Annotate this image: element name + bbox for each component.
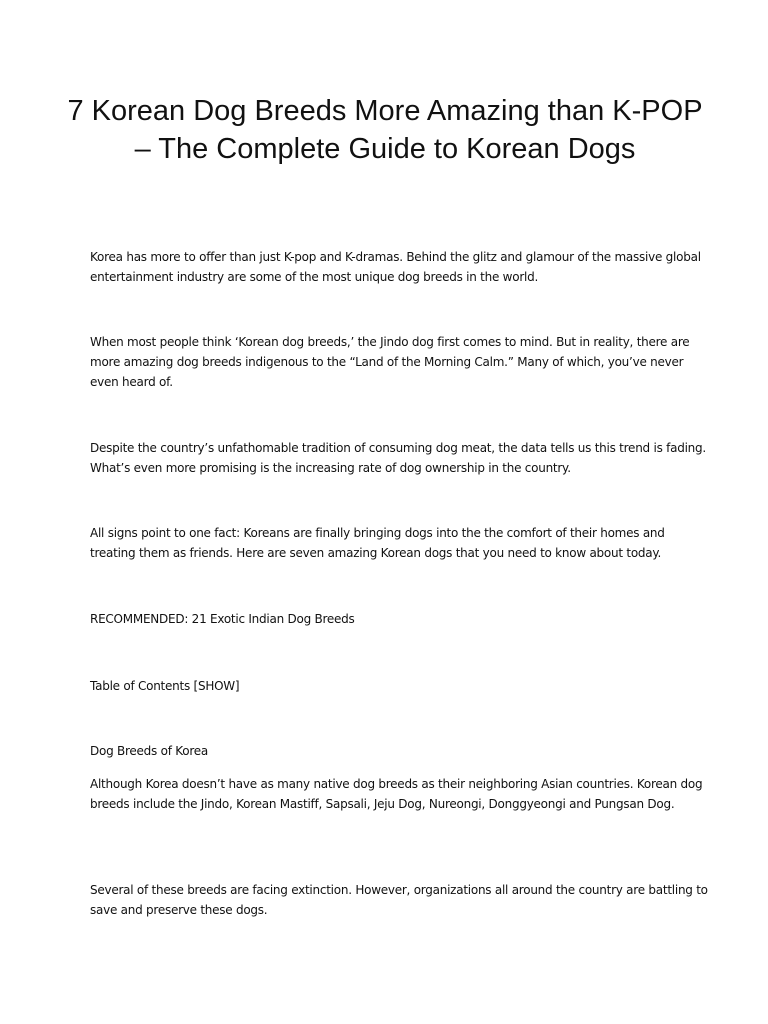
recommended-line: RECOMMENDED: 21 Exotic Indian Dog Breeds [90, 612, 355, 626]
breeds-paragraph: Although Korea doesn’t have as many native dog breeds as their neighboring Asian countries. Korean dog breeds include the Jindo, Korean Mastiff, Sapsali, Jeju Dog, Nureongi, Donggyeongi and Pungsan Dog. [90, 777, 703, 811]
jindo-paragraph: When most people think ‘Korean dog breeds,’ the Jindo dog first comes to mind. But in reality, there are more amazing dog breeds indigenous to the “Land of the Morning Calm.” Many of which, you’ve never even heard of. [90, 335, 690, 389]
signs-paragraph: All signs point to one fact: Koreans are finally bringing dogs into the the comfort of their homes and treating them as friends. Here are seven amazing Korean dogs that you need to know about today. [90, 526, 665, 560]
dog-meat-paragraph: Despite the country’s unfathomable tradition of consuming dog meat, the data tells us this trend is fading. What’s even more promising is the increasing rate of dog ownership in the country. [90, 441, 706, 475]
intro-paragraph: Korea has more to offer than just K-pop and K-dramas. Behind the glitz and glamour of the massive global entertainment industry are some of the most unique dog breeds in the world. [90, 250, 701, 284]
section-heading: Dog Breeds of Korea [90, 744, 209, 758]
extinction-paragraph: Several of these breeds are facing extinction. However, organizations all around the country are battling to save and preserve these dogs. [90, 883, 708, 917]
document-title: 7 Korean Dog Breeds More Amazing than K-POP – The Complete Guide to Korean Dogs [67, 95, 703, 165]
table-of-contents-line: Table of Contents [SHOW] [90, 679, 240, 693]
